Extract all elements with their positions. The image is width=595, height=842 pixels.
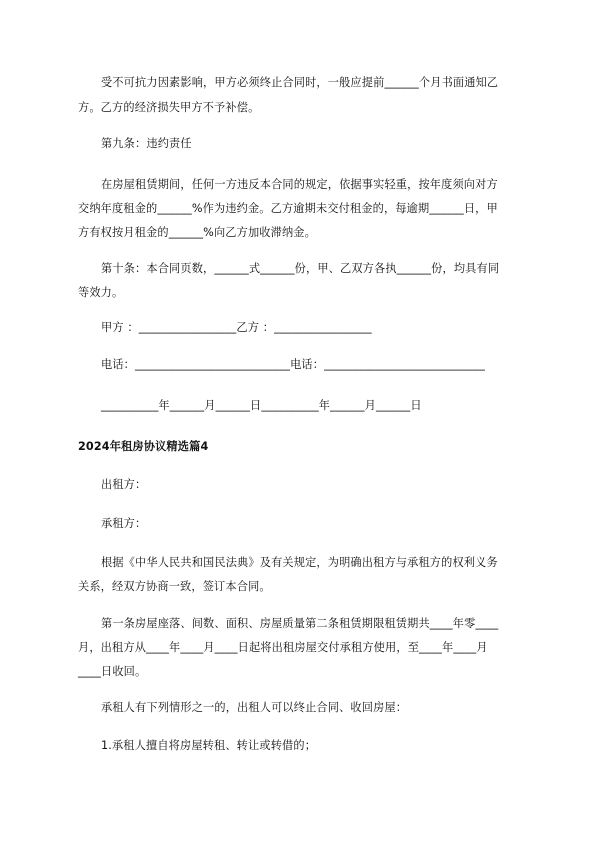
article-nine-title: 第九条：违约责任 xyxy=(101,137,192,150)
text-line: 等效力。 xyxy=(78,286,124,299)
section-heading: 2024年租房协议精选篇4 xyxy=(78,440,209,453)
text-line: 方。乙方的经济损失甲方不予补偿。 xyxy=(78,101,260,114)
text-line: 月，出租方从____年____月____日起将出租房屋交付承租方使用，至____年____月 xyxy=(78,641,488,654)
signature-phone-line: 电话：___________________________电话：____________________________ xyxy=(101,358,485,371)
lessee-label: 承租方： xyxy=(101,517,147,530)
text-line: 根据《中华人民共和国民法典》及有关规定，为明确出租方与承租方的权利义务 xyxy=(101,556,498,569)
text-line: 在房屋租赁期间，任何一方违反本合同的规定，依据事实轻重，按年度须向对方 xyxy=(101,178,498,191)
text-line: ____日收回。 xyxy=(78,665,147,678)
signature-party-line: 甲方 ：_________________乙方 ：_________________ xyxy=(101,321,372,334)
text-line: 关系，经双方协商一致，签订本合同。 xyxy=(78,580,271,593)
text-line: 受不可抗力因素影响，甲方必须终止合同时，一般应提前______个月书面通知乙 xyxy=(101,76,499,89)
text-line: 方有权按月租金的______%向乙方加收滞纳金。 xyxy=(78,226,316,239)
lessor-label: 出租方： xyxy=(101,478,147,491)
text-line: 第十条：本合同页数，______式______份，甲、乙双方各执______份，均具有同 xyxy=(101,262,500,275)
list-item: 1.承租人擅自将房屋转租、转让或转借的； xyxy=(101,739,317,752)
signature-date-line: __________年______月______日__________年______月______日 xyxy=(101,399,422,412)
text-line: 交纳年度租金的______%作为违约金。乙方逾期未交付租金的，每逾期______日，甲 xyxy=(78,202,498,215)
text-line: 第一条房屋座落、间数、面积、房屋质量第二条租赁期限租赁期共____年零____ xyxy=(101,617,499,630)
text-line: 承租人有下列情形之一的，出租人可以终止合同、收回房屋： xyxy=(101,701,408,714)
